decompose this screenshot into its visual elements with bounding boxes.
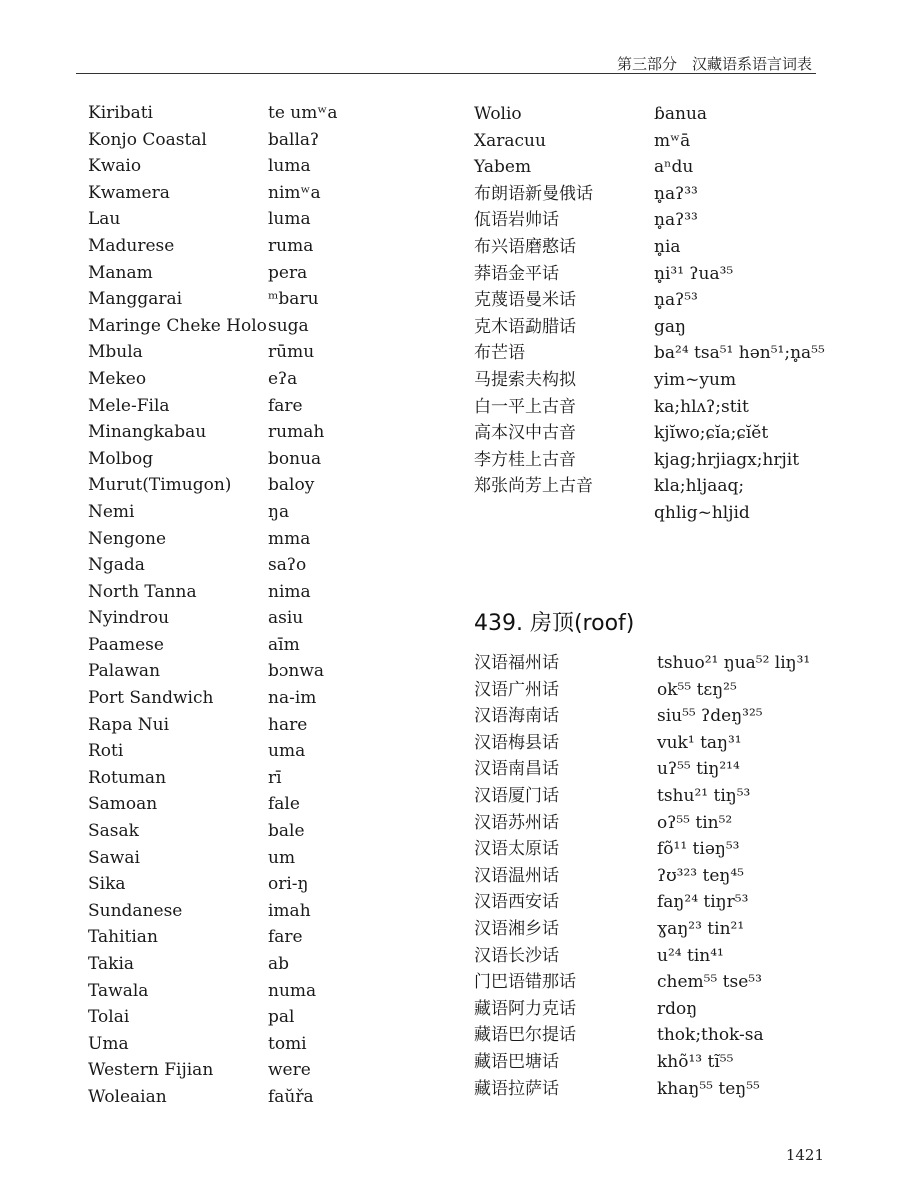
entry-row — [474, 154, 834, 181]
entry-term: 汉语太原话 — [474, 839, 559, 860]
entry-term: 汉语长沙话 — [474, 945, 559, 966]
entry-form: qhlig~hljid — [654, 502, 750, 523]
entry-term: Uma — [88, 1033, 129, 1054]
entry-term: 布芒语 — [474, 343, 525, 364]
entry-row — [474, 943, 834, 970]
entry-form: fale — [268, 794, 300, 815]
entry-row — [88, 924, 428, 951]
entry-term: Manggarai — [88, 289, 183, 310]
entry-term: 李方桂上古音 — [474, 449, 576, 470]
entry-row — [474, 863, 834, 890]
entry-term: Nyindrou — [88, 608, 170, 629]
entry-row — [88, 206, 428, 233]
entry-form: n̥aʔ³³ — [654, 210, 698, 231]
entry-form: aīm — [268, 634, 300, 655]
entry-form: fõ¹¹ tiəŋ⁵³ — [657, 839, 740, 860]
entry-row — [474, 889, 834, 916]
entry-form: pal — [268, 1007, 295, 1028]
entry-row — [88, 791, 428, 818]
entry-form: faŋ²⁴ tiŋr⁵³ — [657, 892, 749, 913]
entry-form: rī — [268, 767, 282, 788]
entry-row — [474, 1022, 834, 1049]
entry-row — [88, 472, 428, 499]
entry-form: na-im — [268, 688, 317, 709]
entry-form: gaŋ — [654, 316, 686, 337]
entry-row — [474, 969, 834, 996]
entry-term: 藏语拉萨话 — [474, 1078, 559, 1099]
entry-term: Tawala — [88, 980, 149, 1001]
entry-form: n̥aʔ⁵³ — [654, 290, 698, 311]
running-header: 第三部分 汉藏语系语言词表 — [616, 55, 812, 73]
entry-form: chem⁵⁵ tse⁵³ — [657, 972, 762, 993]
entry-row — [88, 632, 428, 659]
entry-form: te umʷa — [268, 103, 338, 123]
entry-row — [474, 650, 834, 677]
entry-row — [88, 1084, 428, 1111]
entry-form: vuk¹ taŋ³¹ — [657, 732, 742, 753]
entry-form: bonua — [268, 448, 322, 469]
right-column-bottom — [474, 650, 834, 1102]
entry-row — [474, 1076, 834, 1103]
entry-row — [474, 394, 834, 421]
entry-term: 克木语勐腊话 — [474, 316, 576, 337]
entry-row — [474, 181, 834, 208]
entry-form: um — [268, 847, 296, 868]
entry-term: 藏语阿力克话 — [474, 998, 576, 1019]
entry-term: Murut(Timugon) — [88, 475, 232, 496]
entry-row — [88, 100, 428, 127]
entry-term: Nengone — [88, 528, 167, 549]
entry-form: yim~yum — [654, 369, 737, 390]
entry-row — [474, 500, 834, 527]
entry-form: kjag;hrjiagx;hrjit — [654, 449, 800, 470]
entry-form: khaŋ⁵⁵ teŋ⁵⁵ — [657, 1078, 760, 1099]
entry-form: fare — [268, 927, 303, 948]
entry-form: n̥aʔ³³ — [654, 183, 698, 204]
entry-form: ka;hlʌʔ;stit — [654, 396, 749, 417]
entry-term: Samoan — [88, 794, 158, 815]
entry-row — [88, 951, 428, 978]
entry-term: Ngada — [88, 555, 145, 576]
entry-term: Paamese — [88, 634, 164, 655]
entry-form: oʔ⁵⁵ tin⁵² — [657, 812, 733, 833]
entry-row — [474, 340, 834, 367]
entry-term: Mele-Fila — [88, 395, 170, 416]
entry-form: luma — [268, 156, 311, 177]
entry-term: Rapa Nui — [88, 714, 170, 735]
entry-term: Sasak — [88, 821, 139, 842]
entry-term: Sika — [88, 874, 126, 895]
entry-term: Kwaio — [88, 156, 142, 177]
entry-form: aⁿdu — [654, 157, 694, 178]
entry-form: ruma — [268, 235, 314, 256]
entry-row — [88, 685, 428, 712]
entry-term: 汉语梅县话 — [474, 732, 559, 753]
section-heading: 439. 房顶(roof) — [474, 611, 635, 636]
entry-term: 布朗语新曼俄话 — [474, 183, 593, 204]
entry-row — [88, 765, 428, 792]
entry-term: Lau — [88, 209, 121, 230]
entry-form: ok⁵⁵ tɛŋ²⁵ — [657, 679, 737, 700]
entry-row — [474, 447, 834, 474]
entry-row — [474, 677, 834, 704]
entry-term: North Tanna — [88, 581, 197, 602]
entry-row — [88, 260, 428, 287]
entry-term: Mbula — [88, 342, 143, 363]
entry-form: kla;hljaaq; — [654, 476, 745, 497]
entry-row — [474, 756, 834, 783]
entry-form: ori-ŋ — [268, 874, 309, 895]
entry-form: mma — [268, 528, 311, 549]
entry-row — [474, 128, 834, 155]
entry-row — [88, 818, 428, 845]
entry-row — [474, 367, 834, 394]
entry-term: Tahitian — [88, 927, 158, 948]
entry-form: kjĭwo;ɕĭa;ɕĭĕt — [654, 423, 769, 444]
entry-row — [88, 286, 428, 313]
entry-form: ab — [268, 954, 290, 974]
entry-term: Sundanese — [88, 900, 183, 921]
entry-form: ballaʔ — [268, 129, 320, 150]
entry-form: bɔnwa — [268, 661, 325, 682]
entry-form: tomi — [268, 1033, 307, 1054]
entry-term: 汉语厦门话 — [474, 785, 559, 806]
entry-term: 高本汉中古音 — [474, 423, 576, 444]
entry-term: 克蔑语曼米话 — [474, 290, 576, 311]
entry-row — [88, 1004, 428, 1031]
right-column-top — [474, 101, 834, 527]
entry-row — [88, 339, 428, 366]
entry-term: 汉语温州话 — [474, 865, 559, 886]
entry-row — [88, 658, 428, 685]
entry-form: khõ¹³ tĩ⁵⁵ — [657, 1051, 734, 1072]
entry-term: 汉语广州话 — [474, 679, 559, 700]
entry-term: Palawan — [88, 661, 161, 682]
entry-form: fare — [268, 395, 303, 416]
entry-term: 布兴语磨憨话 — [474, 236, 576, 257]
left-column — [88, 100, 428, 1111]
entry-term: 汉语湘乡话 — [474, 918, 559, 939]
entry-row — [88, 605, 428, 632]
entry-form: uma — [268, 741, 306, 762]
entry-row — [88, 1031, 428, 1058]
entry-row — [474, 420, 834, 447]
entry-row — [474, 783, 834, 810]
entry-form: eʔa — [268, 368, 298, 389]
entry-form: pera — [268, 262, 308, 283]
entry-row — [474, 101, 834, 128]
entry-row — [88, 738, 428, 765]
entry-row — [474, 703, 834, 730]
entry-term: Port Sandwich — [88, 688, 214, 709]
entry-term: 汉语福州话 — [474, 653, 559, 673]
entry-form: tshuo²¹ ŋua⁵² liŋ³¹ — [657, 653, 811, 673]
entry-row — [88, 153, 428, 180]
entry-row — [88, 978, 428, 1005]
entry-term: Molbog — [88, 448, 154, 469]
entry-row — [88, 366, 428, 393]
entry-form: ɓanua — [654, 104, 708, 124]
entry-row — [88, 845, 428, 872]
entry-row — [88, 446, 428, 473]
entry-form: rūmu — [268, 342, 315, 363]
entry-term: 莽语金平话 — [474, 263, 559, 284]
entry-term: 郑张尚芳上古音 — [474, 476, 593, 497]
entry-term: 汉语南昌话 — [474, 759, 559, 780]
entry-term: Mekeo — [88, 368, 147, 389]
entry-form: baloy — [268, 475, 315, 496]
header-rule — [76, 73, 816, 74]
entry-term: Roti — [88, 741, 124, 762]
entry-row — [474, 261, 834, 288]
entry-term: Yabem — [474, 157, 532, 178]
entry-row — [474, 473, 834, 500]
entry-term: 汉语海南话 — [474, 706, 559, 727]
entry-form: n̥ia — [654, 236, 681, 257]
entry-term: Wolio — [474, 104, 522, 124]
entry-term: 藏语巴尔提话 — [474, 1025, 576, 1046]
entry-term: 佤语岩帅话 — [474, 210, 559, 231]
entry-row — [474, 836, 834, 863]
entry-row — [474, 730, 834, 757]
entry-form: siu⁵⁵ ʔdeŋ³²⁵ — [657, 706, 763, 727]
entry-form: uʔ⁵⁵ tiŋ²¹⁴ — [657, 759, 740, 780]
entry-form: faŭřa — [268, 1086, 314, 1107]
entry-row — [88, 1057, 428, 1084]
entry-term: Nemi — [88, 501, 135, 522]
entry-term: Konjo Coastal — [88, 129, 207, 150]
entry-term: 白一平上古音 — [474, 396, 576, 417]
entry-term: Takia — [88, 954, 135, 974]
entry-row — [88, 127, 428, 154]
entry-term: Xaracuu — [474, 130, 546, 151]
entry-row — [88, 180, 428, 207]
entry-form: asiu — [268, 608, 304, 629]
entry-form: ŋa — [268, 501, 290, 522]
entry-form: hare — [268, 714, 308, 735]
page-number: 1421 — [785, 1146, 824, 1164]
entry-form: saʔo — [268, 555, 307, 576]
entry-row — [474, 996, 834, 1023]
entry-form: nima — [268, 581, 311, 602]
entry-form: bale — [268, 821, 305, 842]
entry-row — [88, 579, 428, 606]
entry-form: suga — [268, 315, 309, 336]
entry-form: tshu²¹ tiŋ⁵³ — [657, 785, 751, 806]
entry-row — [474, 916, 834, 943]
entry-form: imah — [268, 900, 311, 921]
entry-term: Woleaian — [88, 1086, 167, 1107]
entry-row — [88, 313, 428, 340]
entry-term: 汉语苏州话 — [474, 812, 559, 833]
entry-term: Minangkabau — [88, 422, 207, 443]
entry-row — [88, 233, 428, 260]
entry-row — [88, 552, 428, 579]
entry-term: Maringe Cheke Holo — [88, 315, 267, 336]
entry-row — [474, 234, 834, 261]
entry-form: ba²⁴ tsa⁵¹ hən⁵¹;n̥a⁵⁵ — [654, 343, 825, 364]
entry-form: luma — [268, 209, 311, 230]
entry-term: 藏语巴塘话 — [474, 1051, 559, 1072]
entry-term: 门巴语错那话 — [474, 972, 576, 993]
entry-term: Sawai — [88, 847, 140, 868]
entry-term: 汉语西安话 — [474, 892, 559, 913]
entry-row — [88, 393, 428, 420]
entry-row — [88, 712, 428, 739]
entry-row — [88, 526, 428, 553]
entry-term: Western Fijian — [88, 1060, 214, 1081]
entry-row — [88, 419, 428, 446]
entry-row — [88, 898, 428, 925]
entry-form: numa — [268, 980, 317, 1001]
entry-row — [88, 871, 428, 898]
entry-row — [88, 499, 428, 526]
entry-term: Tolai — [88, 1007, 130, 1028]
entry-term: Madurese — [88, 235, 175, 256]
entry-form: thok;thok-sa — [657, 1025, 764, 1046]
entry-term: Kiribati — [88, 103, 153, 123]
entry-form: ᵐbaru — [268, 289, 319, 310]
entry-form: ɣaŋ²³ tin²¹ — [657, 918, 745, 939]
entry-form: u²⁴ tin⁴¹ — [657, 945, 724, 966]
entry-form: n̥i³¹ ʔua³⁵ — [654, 263, 734, 284]
entry-term: Manam — [88, 262, 153, 283]
entry-form: ʔʊ³²³ teŋ⁴⁵ — [657, 865, 744, 886]
entry-form: rumah — [268, 422, 325, 443]
entry-form: nimʷa — [268, 182, 321, 203]
entry-term: 马提索夫构拟 — [474, 369, 576, 390]
entry-row — [474, 287, 834, 314]
entry-row — [474, 810, 834, 837]
entry-form: rdoŋ — [657, 998, 698, 1019]
entry-term: Rotuman — [88, 767, 167, 788]
entry-row — [474, 207, 834, 234]
entry-form: mʷā — [654, 130, 691, 151]
entry-form: were — [268, 1060, 311, 1081]
entry-row — [474, 314, 834, 341]
entry-row — [474, 1049, 834, 1076]
entry-term: Kwamera — [88, 182, 170, 203]
